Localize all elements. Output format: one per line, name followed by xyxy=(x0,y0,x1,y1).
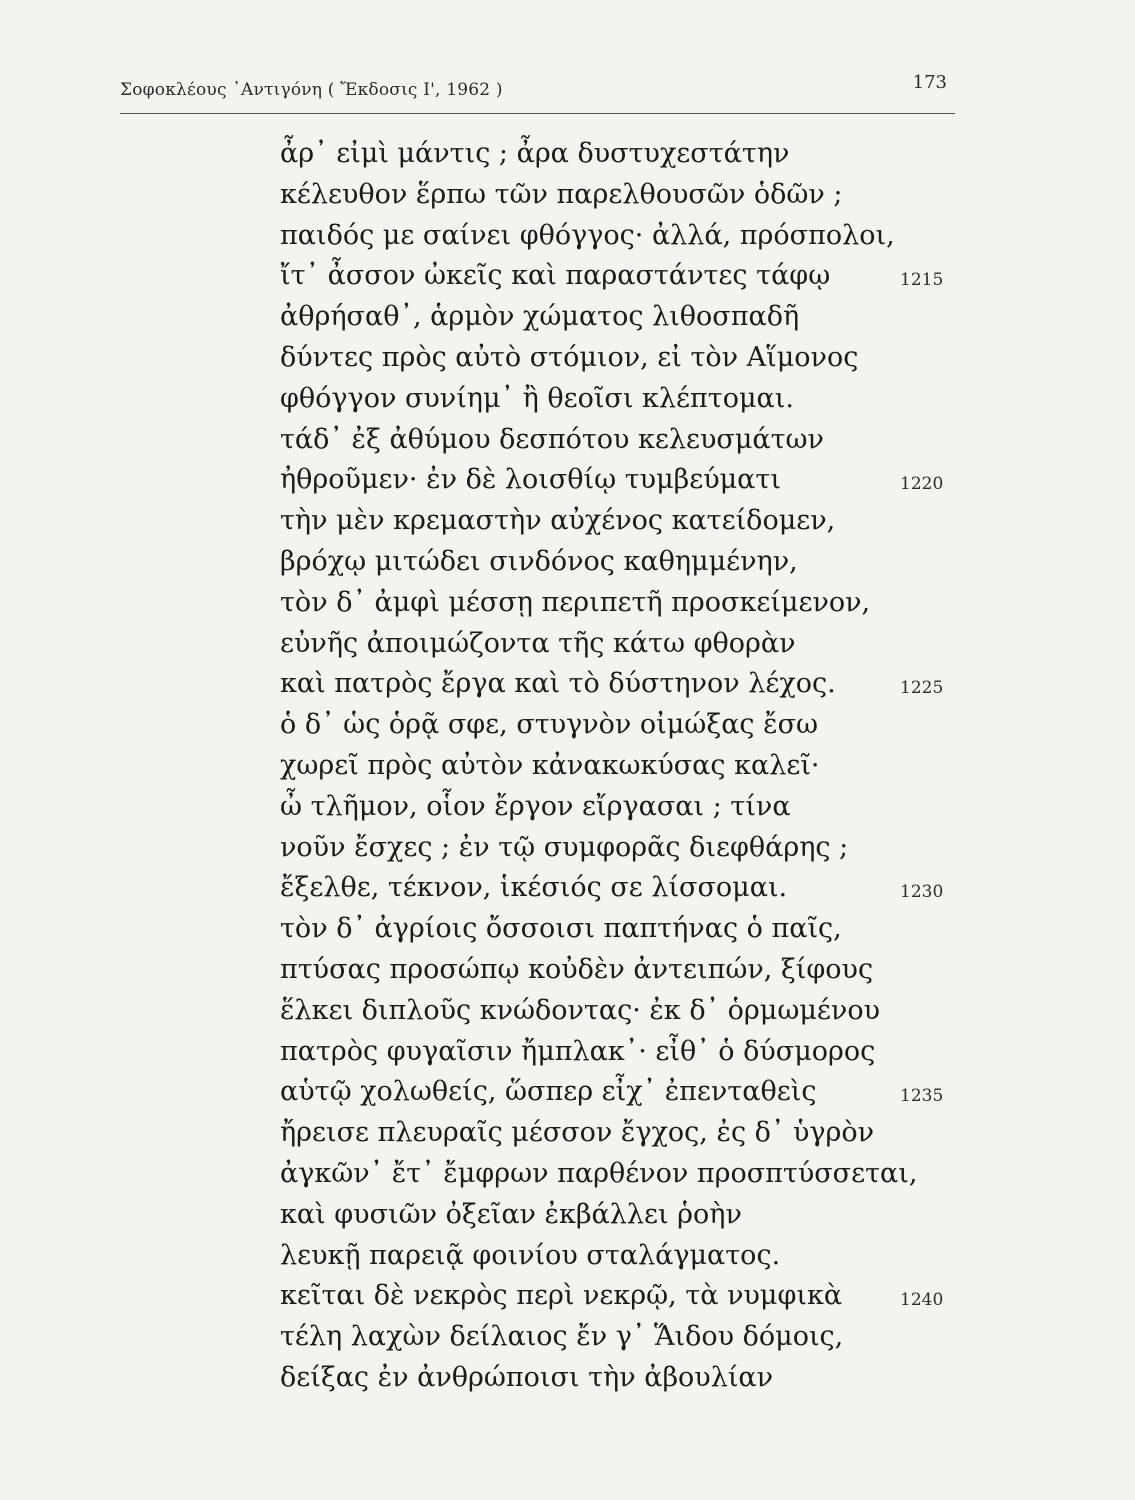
verse-line: ἀγκῶν᾿ ἔτ᾿ ἔμφρων παρθένον προσπτύσσεται, xyxy=(280,1158,918,1189)
verse-line: ὦ τλῆμον, οἷον ἔργον εἴργασαι ; τίνα xyxy=(280,791,791,822)
line-number: 1215 xyxy=(900,270,944,290)
verse-line: ἤρεισε πλευραῖς μέσσον ἔγχος, ἐς δ᾿ ὑγρὸν xyxy=(280,1117,875,1148)
line-number: 1235 xyxy=(900,1086,944,1106)
line-number: 1240 xyxy=(900,1290,944,1310)
verse-line: πατρὸς φυγαῖσιν ἤμπλακ᾿· εἶθ᾿ ὁ δύσμορος xyxy=(280,1036,876,1067)
verse-line: τὴν μὲν κρεμαστὴν αὐχένος κατείδομεν, xyxy=(280,505,836,536)
verse-line: τὸν δ᾿ ἀμφὶ μέσσῃ περιπετῆ προσκείμενον, xyxy=(280,587,871,618)
verse-line: ἴτ᾿ ἆσσον ὠκεῖς καὶ παραστάντες τάφῳ xyxy=(280,260,831,291)
verse-line: κεῖται δὲ νεκρὸς περὶ νεκρῷ, τὰ νυμφικὰ xyxy=(280,1280,843,1311)
verse-line: ἔξελθε, τέκνον, ἱκέσιός σε λίσσομαι. xyxy=(280,872,788,903)
verse-line: ἕλκει διπλοῦς κνώδοντας· ἐκ δ᾿ ὁρμωμένου xyxy=(280,995,880,1026)
verse-line: εὐνῆς ἀποιμώζοντα τῆς κάτω φθορὰν xyxy=(280,628,796,659)
verse-line: τέλη λαχὼν δείλαιος ἔν γ᾿ Ἅιδου δόμοις, xyxy=(280,1321,844,1352)
verse-line: αὑτῷ χολωθείς, ὥσπερ εἶχ᾿ ἐπενταθεὶς xyxy=(280,1076,817,1107)
verse-line: νοῦν ἔσχες ; ἐν τῷ συμφορᾶς διεφθάρης ; xyxy=(280,832,849,863)
line-number: 1225 xyxy=(900,678,944,698)
verse-line: φθόγγον συνίημ᾿ ἢ θεοῖσι κλέπτομαι. xyxy=(280,383,794,414)
verse-line: κέλευθον ἕρπω τῶν παρελθουσῶν ὁδῶν ; xyxy=(280,179,843,210)
verse-line: ἆρ᾿ εἰμὶ μάντις ; ἆρα δυστυχεστάτην xyxy=(280,138,790,169)
line-number: 1220 xyxy=(900,474,944,494)
verse-line: βρόχῳ μιτώδει σινδόνος καθημμένην, xyxy=(280,546,798,577)
verse-line: χωρεῖ πρὸς αὐτὸν κἀνακωκύσας καλεῖ· xyxy=(280,750,820,781)
page-number: 173 xyxy=(912,72,947,93)
verse-line: πτύσας προσώπῳ κοὐδὲν ἀντειπών, ξίφους xyxy=(280,954,874,985)
verse-line: ἀθρήσαθ᾿, ἁρμὸν χώματος λιθοσπαδῆ xyxy=(280,301,800,332)
verse-line: τὸν δ᾿ ἀγρίοις ὄσσοισι παπτήνας ὁ παῖς, xyxy=(280,913,842,944)
verse-line: λευκῇ παρειᾷ φοινίου σταλάγματος. xyxy=(280,1240,781,1271)
verse-line: ὁ δ᾿ ὡς ὁρᾷ σφε, στυγνὸν οἰμώξας ἔσω xyxy=(280,709,819,740)
verse-line: τάδ᾿ ἐξ ἀθύμου δεσπότου κελευσμάτων xyxy=(280,424,824,455)
verse-line: δείξας ἐν ἀνθρώποισι τὴν ἀβουλίαν xyxy=(280,1362,774,1393)
verse-line: παιδός με σαίνει φθόγγος· ἀλλά, πρόσπολοι, xyxy=(280,220,895,251)
running-head xyxy=(120,72,955,108)
running-title: Σοφοκλέους ᾿Αντιγόνη ( Ἔκδοσις Ι', 1962 ) xyxy=(120,80,503,100)
verse-line: δύντες πρὸς αὐτὸ στόμιον, εἰ τὸν Αἵμονος xyxy=(280,342,859,373)
verse-line: ἠθροῦμεν· ἐν δὲ λοισθίῳ τυμβεύματι xyxy=(280,464,781,495)
line-number: 1230 xyxy=(900,882,944,902)
header-rule xyxy=(120,113,955,114)
verse-line: καὶ πατρὸς ἔργα καὶ τὸ δύστηνον λέχος. xyxy=(280,668,836,699)
verse-line: καὶ φυσιῶν ὀξεῖαν ἐκβάλλει ῥοὴν xyxy=(280,1199,742,1230)
